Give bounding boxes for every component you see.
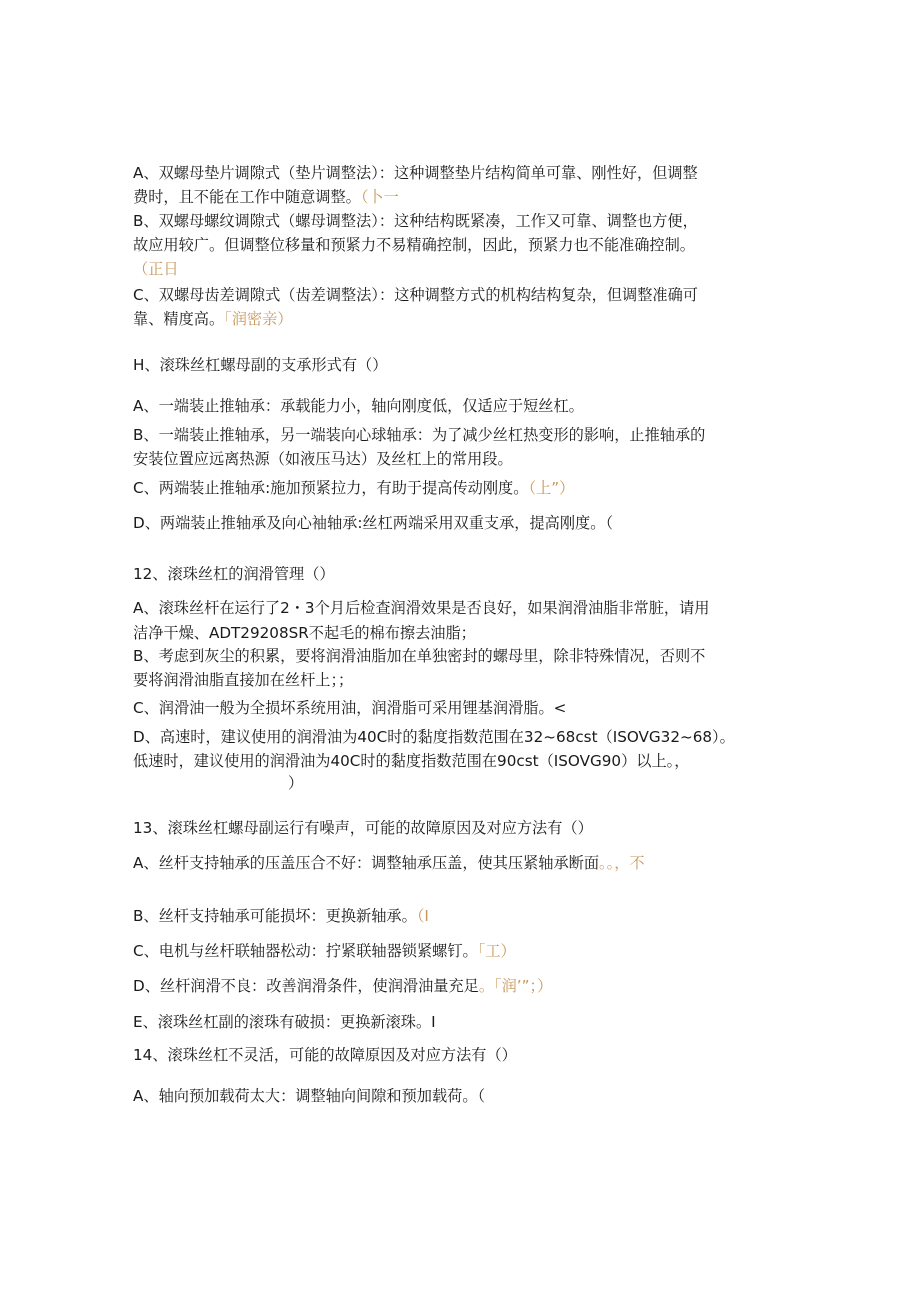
text-line: A、轴向预加载荷太大：调整轴向间隙和预加载荷。（ [133, 1087, 486, 1105]
text-line: C、电机与丝杆联轴器松动：拧紧联轴器锁紧螺钉。「工） [133, 942, 516, 960]
annotation-mark: （卜一 [360, 188, 399, 206]
annotation-mark: （I [416, 907, 429, 925]
annotation-mark: 「润密亲） [224, 310, 293, 328]
text-line: 费时，且不能在工作中随意调整。（卜一 [133, 188, 399, 206]
annotation-mark: 。。，不 [599, 854, 645, 872]
text-line: 故应用较广。但调整位移量和预紧力不易精确控制，因此，预紧力也不能准确控制。 [133, 236, 695, 254]
text-line: ） [288, 774, 304, 792]
text-line: C、两端装止推轴承:施加预紧拉力，有助于提高传动刚度。（上”） [133, 479, 575, 497]
question-heading: 14、滚珠丝杠不灵活，可能的故障原因及对应方法有（） [133, 1046, 517, 1064]
text-line: C、润滑油一般为全损坏系统用油，润滑脂可采用锂基润滑脂。< [133, 699, 567, 717]
text-line: B、双螺母螺纹调隙式（螺母调整法）：这种结构既紧凑，工作又可靠、调整也方便， [133, 212, 698, 230]
text-line: 安装位置应远离热源（如液压马达）及丝杠上的常用段。 [133, 450, 513, 468]
annotation-mark: 「工） [477, 942, 516, 960]
text-line: D、两端装止推轴承及向心袖轴承:丝杠两端采用双重支承，提高刚度。（ [133, 514, 614, 532]
text-line: B、一端装止推轴承，另一端装向心球轴承：为了减少丝杠热变形的影响，止推轴承的 [133, 426, 706, 444]
text-line: 靠、精度高。「润密亲） [133, 310, 293, 328]
annotation-mark: （上”） [528, 479, 575, 497]
text-line: 低速时，建议使用的润滑油为40C时的黏度指数范围在90cst（ISOVG90）以上。， [133, 752, 690, 770]
text-line [133, 259, 179, 279]
annotation-mark: 。「润’”；） [478, 977, 553, 995]
text-line: 要将润滑油脂直接加在丝杆上；； [133, 671, 354, 689]
text-line: D、丝杆润滑不良：改善润滑条件，使润滑油量充足。「润’”；） [133, 977, 553, 995]
text-line: A、双螺母垫片调隙式（垫片调整法）：这种调整垫片结构简单可靠、刚性好，但调整 [133, 164, 698, 182]
text-line: 洁净干燥、ADT29208SR不起毛的棉布擦去油脂； [133, 624, 476, 642]
text-line: A、丝杆支持轴承的压盖压合不好：调整轴承压盖，使其压紧轴承断面。。，不 [133, 854, 645, 872]
text-line: E、滚珠丝杠副的滚珠有破损：更换新滚珠。I [133, 1013, 436, 1031]
question-heading: H、滚珠丝杠螺母副的支承形式有（） [133, 356, 388, 374]
text-line: B、丝杆支持轴承可能损坏：更换新轴承。（I [133, 907, 429, 925]
text-line: D、高速时，建议使用的润滑油为40C时的黏度指数范围在32~68cst（ISOVG32~68）。 [133, 728, 735, 746]
question-heading: 12、滚珠丝杠的润滑管理（） [133, 565, 335, 583]
text-line: C、双螺母齿差调隙式（齿差调整法）：这种调整方式的机构结构复杂，但调整准确可 [133, 286, 698, 304]
text-line: A、一端装止推轴承：承载能力小，轴向刚度低，仅适应于短丝杠。 [133, 397, 584, 415]
text-line: B、考虑到灰尘的积累，要将润滑油脂加在单独密封的螺母里，除非特殊情况，否则不 [133, 647, 706, 665]
question-heading: 13、滚珠丝杠螺母副运行有噪声，可能的故障原因及对应方法有（） [133, 819, 593, 837]
annotation-mark: （正日 [133, 260, 179, 278]
text-line: A、滚珠丝杆在运行了2・3个月后检查润滑效果是否良好，如果润滑油脂非常脏，请用 [133, 599, 710, 617]
